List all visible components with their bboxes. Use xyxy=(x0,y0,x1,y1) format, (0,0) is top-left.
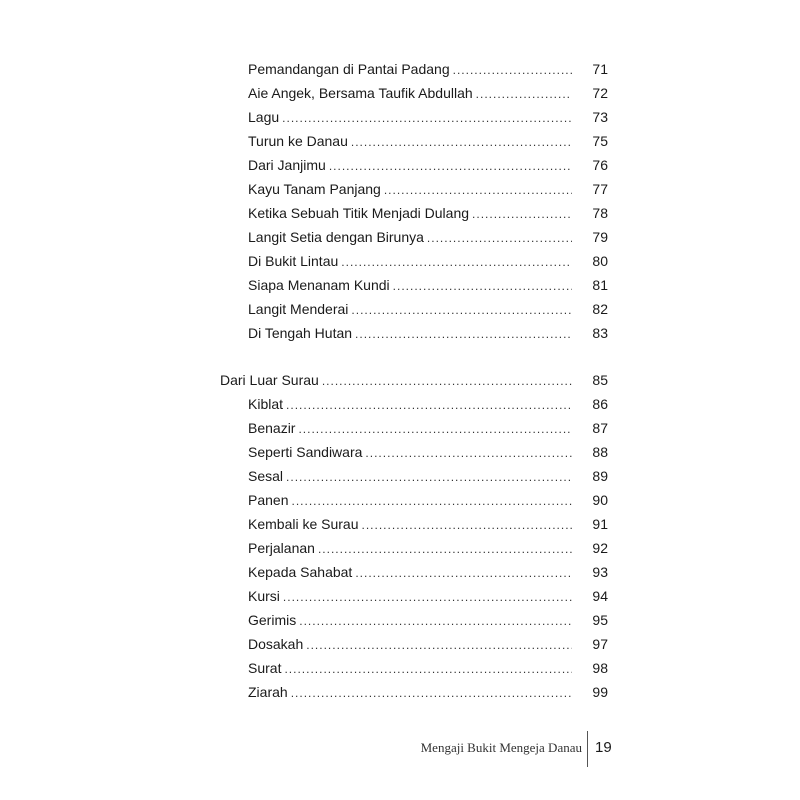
toc-entry-title: Aie Angek, Bersama Taufik Abdullah xyxy=(248,85,473,101)
toc-section-title: Dari Luar Surau xyxy=(220,372,319,388)
toc-entry xyxy=(248,274,608,296)
toc-entry-title: Ziarah xyxy=(248,684,288,700)
toc-entry xyxy=(248,441,608,463)
toc-entry-title: Kembali ke Surau xyxy=(248,516,359,532)
toc-leader-dots xyxy=(298,418,572,440)
toc-entry-title: Sesal xyxy=(248,468,284,484)
toc-entry xyxy=(248,537,608,559)
toc-entry-page: 83 xyxy=(592,325,608,341)
toc-entry xyxy=(248,226,608,248)
toc-entry-title: Kiblat xyxy=(248,396,284,412)
toc-entry-title: Kepada Sahabat xyxy=(248,564,353,580)
toc-entry-title: Di Bukit Lintau xyxy=(248,253,339,269)
toc-entry xyxy=(248,298,608,320)
toc-leader-dots xyxy=(286,466,572,488)
toc-entry-page: 77 xyxy=(592,181,608,197)
toc-leader-dots xyxy=(355,323,572,345)
page-number: 19 xyxy=(595,739,612,756)
toc-entry-page: 95 xyxy=(592,612,608,628)
toc-entry-title: Panen xyxy=(248,492,289,508)
toc-entry xyxy=(248,322,608,344)
toc-entry xyxy=(248,417,608,439)
toc-entry-page: 99 xyxy=(592,684,608,700)
toc-leader-dots xyxy=(351,299,572,321)
toc-entry-title: Seperti Sandiwara xyxy=(248,444,363,460)
toc-leader-dots xyxy=(365,442,572,464)
toc-entry xyxy=(248,657,608,679)
toc-entry-page: 75 xyxy=(592,133,608,149)
toc-entry xyxy=(248,561,608,583)
toc-entry-page: 76 xyxy=(592,157,608,173)
toc-entry-title: Siapa Menanam Kundi xyxy=(248,277,390,293)
toc-entry-title: Langit Menderai xyxy=(248,301,349,317)
toc-entry xyxy=(248,82,608,104)
toc-entry xyxy=(248,513,608,535)
toc-leader-dots xyxy=(472,203,572,225)
toc-leader-dots xyxy=(286,394,572,416)
toc-entry-page: 94 xyxy=(592,588,608,604)
toc-entry-title: Ketika Sebuah Titik Menjadi Dulang xyxy=(248,205,470,221)
toc-entry-title: Dari Janjimu xyxy=(248,157,326,173)
toc-entry xyxy=(248,154,608,176)
toc-entry-page: 89 xyxy=(592,468,608,484)
toc-entry xyxy=(248,178,608,200)
toc-leader-dots xyxy=(282,107,572,129)
toc-entry-title: Benazir xyxy=(248,420,296,436)
toc-entry xyxy=(248,58,608,80)
toc-entry-page: 90 xyxy=(592,492,608,508)
toc-section-entry xyxy=(220,369,608,391)
toc-leader-dots xyxy=(427,227,572,249)
toc-entry-page: 98 xyxy=(592,660,608,676)
toc-entry xyxy=(248,250,608,272)
toc-entry-page: 97 xyxy=(592,636,608,652)
toc-entry-title: Kursi xyxy=(248,588,280,604)
toc-entry xyxy=(248,106,608,128)
toc-leader-dots xyxy=(476,83,572,105)
toc-leader-dots xyxy=(291,490,572,512)
toc-leader-dots xyxy=(453,59,572,81)
toc-leader-dots xyxy=(355,562,572,584)
toc-entry-page: 71 xyxy=(592,61,608,77)
toc-entry-page: 78 xyxy=(592,205,608,221)
toc-entry-page: 72 xyxy=(592,85,608,101)
toc-entry-title: Langit Setia dengan Birunya xyxy=(248,229,424,245)
toc-entry-page: 82 xyxy=(592,301,608,317)
toc-entry-page: 91 xyxy=(592,516,608,532)
toc-entry-page: 73 xyxy=(592,109,608,125)
toc-entry xyxy=(248,393,608,415)
toc-entry-title: Di Tengah Hutan xyxy=(248,325,353,341)
toc-entry xyxy=(248,202,608,224)
toc-entry-page: 79 xyxy=(592,229,608,245)
toc-entry-title: Gerimis xyxy=(248,612,297,628)
toc-leader-dots xyxy=(291,682,572,704)
toc-entry-title: Dosakah xyxy=(248,636,304,652)
toc-entry-title: Turun ke Danau xyxy=(248,133,348,149)
toc-leader-dots xyxy=(329,155,572,177)
toc-entry-title: Kayu Tanam Panjang xyxy=(248,181,381,197)
toc-entry-title: Surat xyxy=(248,660,282,676)
footer-divider xyxy=(587,731,588,767)
toc-entry xyxy=(248,681,608,703)
running-footer-title: Mengaji Bukit Mengeja Danau xyxy=(420,740,582,755)
toc-entry xyxy=(248,585,608,607)
toc-entry-title: Perjalanan xyxy=(248,540,315,556)
toc-leader-dots xyxy=(341,251,572,273)
toc-entry xyxy=(248,633,608,655)
toc-entry-page: 92 xyxy=(592,540,608,556)
toc-entry-page: 93 xyxy=(592,564,608,580)
toc-entry xyxy=(248,609,608,631)
toc-entry-title: Pemandangan di Pantai Padang xyxy=(248,61,450,77)
toc-entry-page: 88 xyxy=(592,444,608,460)
toc-entry xyxy=(248,130,608,152)
toc-entry-page: 80 xyxy=(592,253,608,269)
toc-section-page: 85 xyxy=(592,372,608,388)
toc-leader-dots xyxy=(299,610,572,632)
toc-leader-dots xyxy=(384,179,572,201)
toc-entry xyxy=(248,489,608,511)
toc-entry-page: 87 xyxy=(592,420,608,436)
toc-entry xyxy=(248,465,608,487)
toc-leader-dots xyxy=(351,131,572,153)
toc-entry-page: 86 xyxy=(592,396,608,412)
toc-leader-dots xyxy=(284,658,572,680)
toc-leader-dots xyxy=(306,634,572,656)
toc-leader-dots xyxy=(318,538,572,560)
toc-entry-page: 81 xyxy=(592,277,608,293)
toc-leader-dots xyxy=(362,514,572,536)
toc-leader-dots xyxy=(283,586,572,608)
toc-entry-title: Lagu xyxy=(248,109,280,125)
toc-leader-dots xyxy=(393,275,572,297)
toc-leader-dots xyxy=(322,370,572,392)
